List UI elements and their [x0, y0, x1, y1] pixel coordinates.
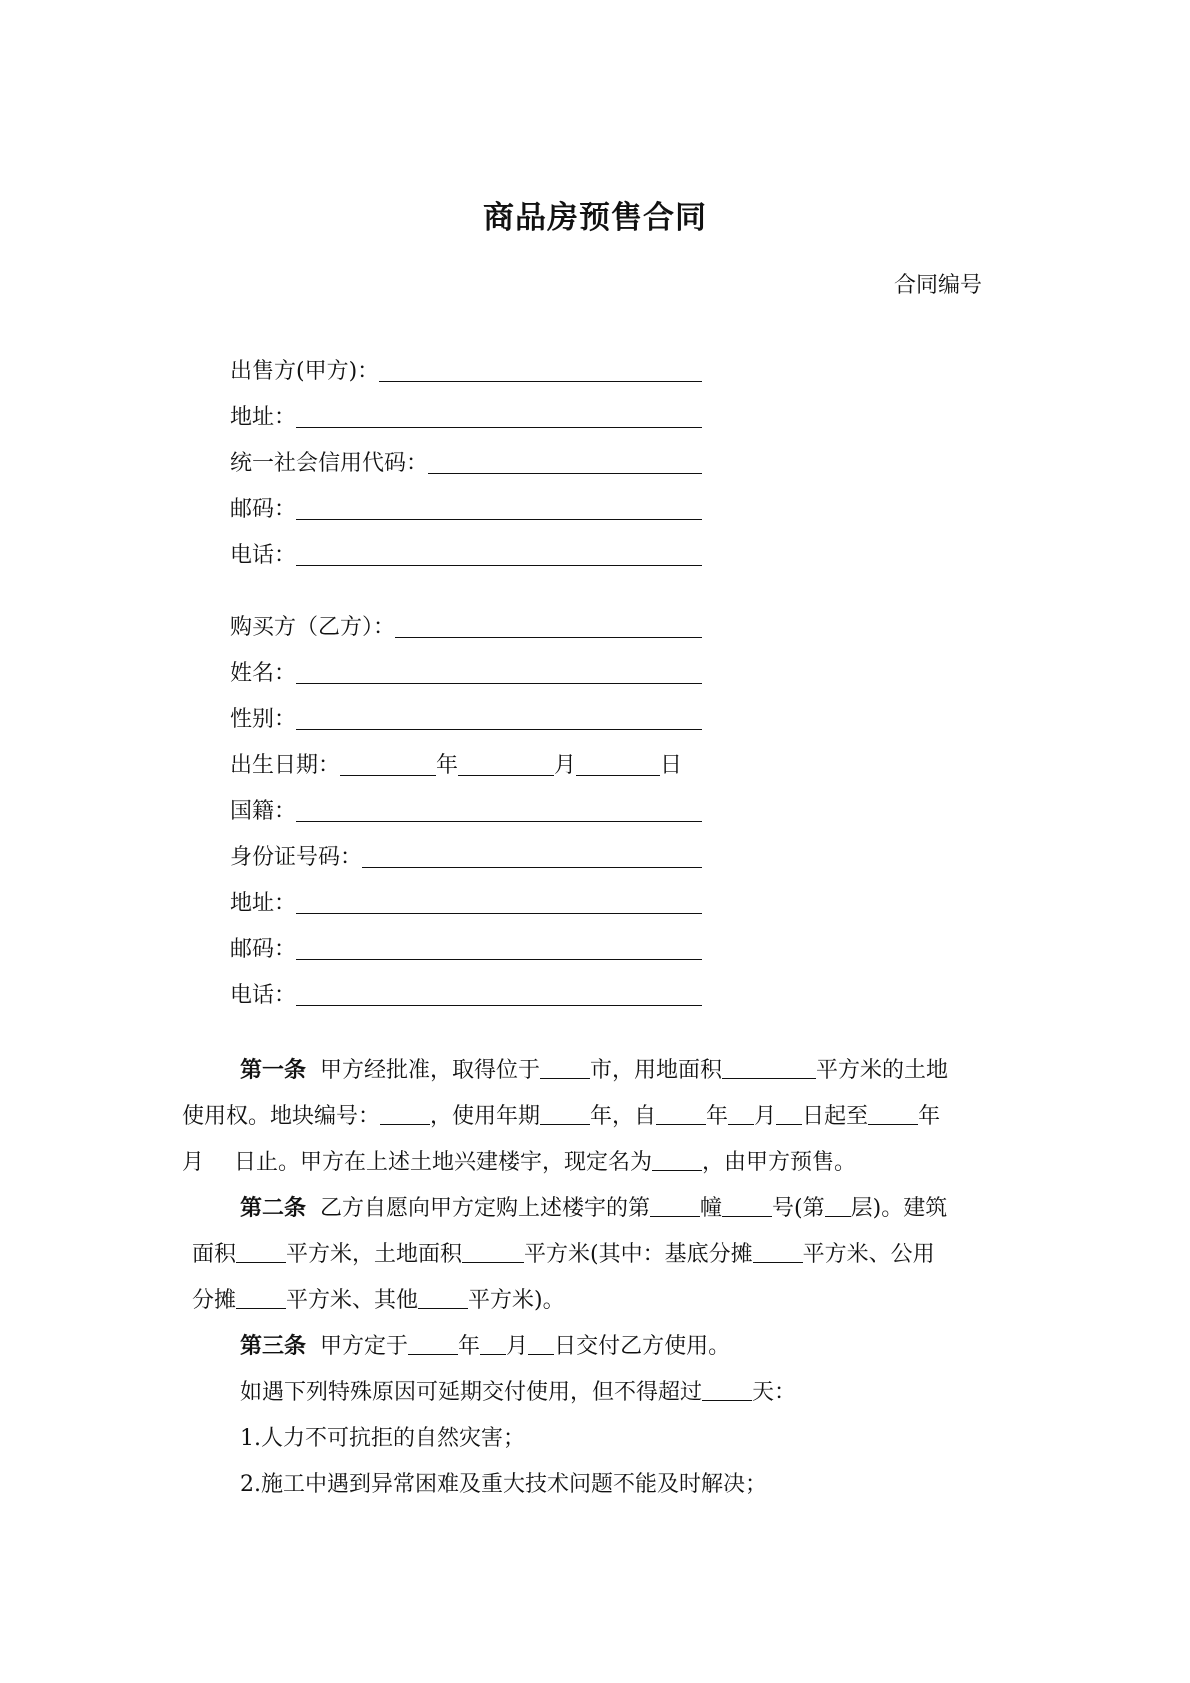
land-area-blank[interactable] — [722, 1058, 816, 1079]
article-2-line-2 — [192, 1240, 935, 1270]
article-1-line-3 — [182, 1148, 856, 1178]
birth-month-label: 月 — [554, 753, 577, 778]
delay-days-blank[interactable] — [702, 1380, 752, 1401]
unit-no-blank[interactable] — [722, 1196, 772, 1217]
buyer-title-blank[interactable] — [395, 615, 702, 638]
buyer-phone-label: 电话： — [230, 983, 297, 1008]
text: 年 — [458, 1334, 481, 1359]
buyer-address-field[interactable] — [230, 888, 702, 918]
end-year-blank[interactable] — [868, 1104, 918, 1125]
seller-name-field[interactable] — [230, 356, 702, 386]
buyer-gender-blank[interactable] — [296, 707, 702, 730]
text: ，由甲方预售。 — [702, 1150, 857, 1175]
text: 日起至 — [802, 1104, 869, 1129]
seller-phone-blank[interactable] — [296, 543, 702, 566]
text: 甲方定于 — [320, 1334, 409, 1359]
text: 平方米(其中：基底分摊 — [524, 1242, 753, 1267]
article-2-line-3 — [192, 1286, 565, 1316]
seller-credit-code-label: 统一社会信用代码： — [230, 451, 429, 476]
start-year-blank[interactable] — [656, 1104, 706, 1125]
text: 年，自 — [590, 1104, 657, 1129]
delivery-day-blank[interactable] — [528, 1334, 554, 1355]
article-1-line-2 — [182, 1102, 940, 1132]
building-name-blank[interactable] — [652, 1150, 702, 1171]
text: 市，用地面积 — [590, 1058, 723, 1083]
text: 幢 — [700, 1196, 723, 1221]
buyer-title-label: 购买方（乙方）： — [230, 615, 396, 640]
start-month-blank[interactable] — [728, 1104, 754, 1125]
birth-year-blank[interactable] — [340, 753, 436, 776]
buyer-name-blank[interactable] — [296, 661, 702, 684]
delay-clause — [240, 1378, 796, 1408]
building-no-blank[interactable] — [650, 1196, 700, 1217]
text: 平方米的土地 — [816, 1058, 949, 1083]
text: 面积 — [192, 1242, 237, 1267]
buyer-birth-field[interactable] — [230, 750, 702, 780]
text: 平方米)。 — [468, 1288, 565, 1313]
text: 年 — [918, 1104, 941, 1129]
floor-blank[interactable] — [825, 1196, 851, 1217]
plot-number-blank[interactable] — [380, 1104, 430, 1125]
buyer-gender-label: 性别： — [230, 707, 297, 732]
text: 平方米，土地面积 — [286, 1242, 463, 1267]
text: 日止。甲方在上述土地兴建楼宇，现定名为 — [234, 1150, 653, 1175]
building-area-blank[interactable] — [236, 1242, 286, 1263]
other-area-blank[interactable] — [418, 1288, 468, 1309]
delay-item-1: 1.人力不可抗拒的自然灾害； — [240, 1426, 525, 1451]
seller-address-field[interactable] — [230, 402, 702, 432]
seller-name-label: 出售方(甲方)： — [230, 359, 380, 384]
base-share-blank[interactable] — [753, 1242, 803, 1263]
text: 层)。建筑 — [850, 1196, 948, 1221]
public-share-blank[interactable] — [236, 1288, 286, 1309]
article-2-line-1 — [240, 1194, 947, 1224]
delay-item-2: 2.施工中遇到异常困难及重大技术问题不能及时解决； — [240, 1472, 767, 1497]
article-2-heading: 第二条 — [240, 1196, 307, 1221]
birth-month-blank[interactable] — [458, 753, 554, 776]
buyer-gender-field[interactable] — [230, 704, 702, 734]
buyer-phone-blank[interactable] — [296, 983, 702, 1006]
text: 月 — [754, 1104, 777, 1129]
text: 号(第 — [772, 1196, 825, 1221]
birth-day-blank[interactable] — [576, 753, 660, 776]
text: 年 — [706, 1104, 729, 1129]
document-title: 商品房预售合同 — [483, 200, 707, 236]
city-blank[interactable] — [540, 1058, 590, 1079]
buyer-id-blank[interactable] — [362, 845, 702, 868]
buyer-id-field[interactable] — [230, 842, 702, 872]
buyer-nationality-field[interactable] — [230, 796, 702, 826]
birth-day-label: 日 — [660, 753, 683, 778]
seller-address-blank[interactable] — [296, 405, 702, 428]
buyer-postcode-label: 邮码： — [230, 937, 297, 962]
buyer-nationality-blank[interactable] — [296, 799, 702, 822]
text: 平方米、其他 — [286, 1288, 419, 1313]
seller-name-blank[interactable] — [379, 359, 702, 382]
seller-credit-code-field[interactable] — [230, 448, 702, 478]
land-share-blank[interactable] — [462, 1242, 524, 1263]
seller-phone-field[interactable] — [230, 540, 702, 570]
buyer-name-label: 姓名： — [230, 661, 297, 686]
buyer-address-label: 地址： — [230, 891, 297, 916]
text: 日交付乙方使用。 — [554, 1334, 731, 1359]
buyer-title-field[interactable] — [230, 612, 702, 642]
text: 乙方自愿向甲方定购上述楼宇的第 — [320, 1196, 651, 1221]
buyer-postcode-blank[interactable] — [296, 937, 702, 960]
buyer-id-label: 身份证号码： — [230, 845, 363, 870]
seller-postcode-label: 邮码： — [230, 497, 297, 522]
text: 天： — [752, 1380, 797, 1405]
seller-address-label: 地址： — [230, 405, 297, 430]
text: 使用权。地块编号： — [182, 1104, 381, 1129]
text: 分摊 — [192, 1288, 237, 1313]
seller-postcode-field[interactable] — [230, 494, 702, 524]
seller-phone-label: 电话： — [230, 543, 297, 568]
text: 月 — [182, 1150, 205, 1175]
buyer-phone-field[interactable] — [230, 980, 702, 1010]
text: 甲方经批准，取得位于 — [320, 1058, 541, 1083]
buyer-address-blank[interactable] — [296, 891, 702, 914]
seller-credit-code-blank[interactable] — [428, 451, 702, 474]
buyer-postcode-field[interactable] — [230, 934, 702, 964]
seller-postcode-blank[interactable] — [296, 497, 702, 520]
delivery-year-blank[interactable] — [408, 1334, 458, 1355]
text: 月 — [506, 1334, 529, 1359]
text: 如遇下列特殊原因可延期交付使用，但不得超过 — [240, 1380, 703, 1405]
birth-year-label: 年 — [436, 753, 459, 778]
buyer-name-field[interactable] — [230, 658, 702, 688]
text: 平方米、公用 — [802, 1242, 935, 1267]
article-3-heading: 第三条 — [240, 1334, 307, 1359]
contract-number-label: 合同编号 — [893, 273, 982, 298]
article-1-heading: 第一条 — [240, 1058, 307, 1083]
text: ，使用年期 — [430, 1104, 541, 1129]
article-3-line-1 — [240, 1332, 730, 1362]
use-years-blank[interactable] — [540, 1104, 590, 1125]
article-1-line-1 — [240, 1056, 948, 1086]
buyer-nationality-label: 国籍： — [230, 799, 297, 824]
start-day-blank[interactable] — [776, 1104, 802, 1125]
delivery-month-blank[interactable] — [480, 1334, 506, 1355]
buyer-birth-label: 出生日期： — [230, 753, 341, 778]
